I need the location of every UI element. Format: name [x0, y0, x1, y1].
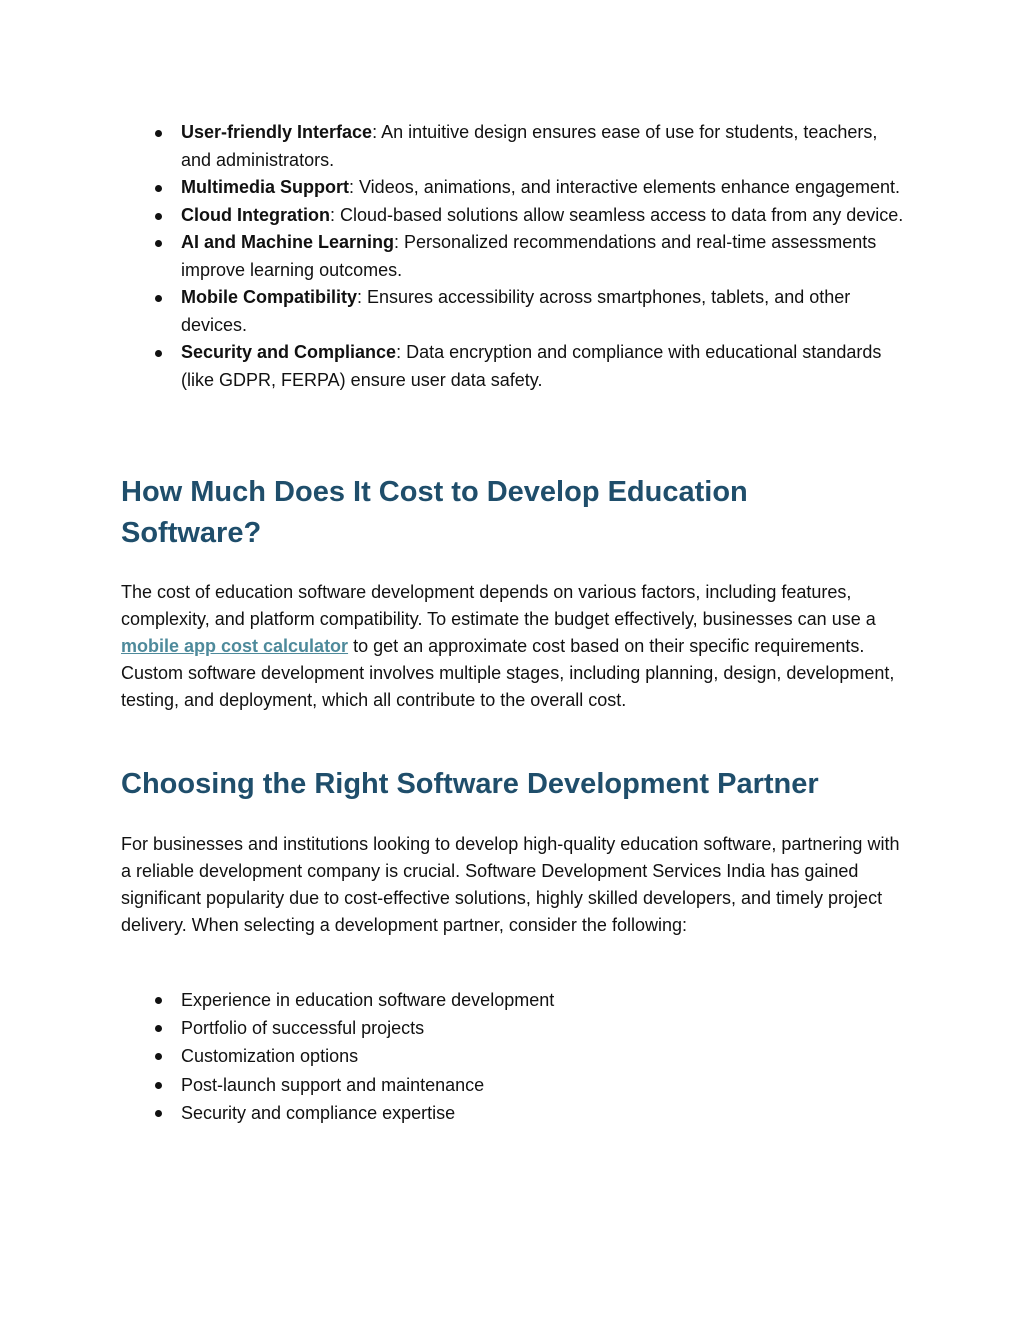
feature-term: Cloud Integration: [181, 204, 330, 225]
bullet-icon: [155, 295, 162, 302]
feature-term: Multimedia Support: [181, 177, 349, 197]
feature-term: Mobile Compatibility: [181, 287, 358, 307]
criteria-text: Security and compliance expertise: [181, 1102, 456, 1123]
bullet-icon: [155, 240, 162, 247]
feature-description: : Personalized recommendations and real-time assessments improve learning outcomes.: [181, 232, 877, 280]
partner-section-heading: Choosing the Right Software Development Partner: [121, 768, 819, 800]
list-item: [121, 339, 911, 394]
list-item: [121, 1099, 911, 1127]
feature-description: : An intuitive design ensures ease of use for students, teachers, and administrators.: [181, 122, 878, 170]
cost-paragraph-text-end: to get an approximate cost based on their specific requirements. Custom software development involves multiple stages, including planning, design, development, testing, and deployment, which all contribute to the overall cost.: [121, 636, 895, 710]
bullet-icon: [155, 1053, 162, 1060]
list-item: [121, 1042, 911, 1070]
list-item: [121, 1014, 911, 1042]
criteria-text: Post-launch support and maintenance: [181, 1074, 485, 1095]
feature-description: : Data encryption and compliance with educational standards (like GDPR, FERPA) ensure user data safety.: [181, 342, 882, 390]
cost-section-heading: How Much Does It Cost to Develop Education Software?: [121, 476, 748, 549]
partner-criteria-list: [121, 986, 911, 1127]
feature-description: : Cloud-based solutions allow seamless access to data from any device.: [329, 204, 904, 225]
criteria-text: Customization options: [181, 1046, 359, 1067]
list-item: [121, 119, 911, 174]
bullet-icon: [155, 185, 162, 192]
cost-calculator-link[interactable]: mobile app cost calculator: [121, 636, 349, 656]
bullet-icon: [155, 1025, 162, 1032]
list-item: [121, 229, 911, 284]
features-list: [121, 119, 911, 394]
feature-description: : Videos, animations, and interactive elements enhance engagement.: [349, 177, 901, 197]
partner-paragraph: For businesses and institutions looking to develop high-quality education software, partnering with a reliable development company is crucial. Software Development Services India has gained significant popularity due to cost-effective solutions, highly skilled developers, and timely project delivery. When selecting a development partner, consider the following:: [121, 834, 900, 935]
feature-description: : Ensures accessibility across smartphones, tablets, and other devices.: [181, 287, 851, 335]
bullet-icon: [155, 1110, 162, 1117]
feature-term: AI and Machine Learning: [181, 232, 395, 252]
list-item: [121, 1071, 911, 1099]
bullet-icon: [155, 350, 162, 357]
cost-paragraph-text-start: The cost of education software development depends on various factors, including features, complexity, and platform compatibility. To estimate the budget effectively, businesses can use a: [121, 582, 876, 629]
bullet-icon: [155, 1082, 162, 1089]
cost-paragraph: [121, 579, 911, 714]
feature-term: Security and Compliance: [181, 342, 397, 362]
list-item: [121, 284, 911, 339]
bullet-icon: [155, 213, 162, 220]
list-item: [121, 202, 911, 230]
list-item: [121, 986, 911, 1014]
bullet-icon: [155, 997, 162, 1004]
criteria-text: Portfolio of successful projects: [181, 1018, 425, 1039]
criteria-text: Experience in education software development: [181, 990, 555, 1010]
bullet-icon: [155, 130, 162, 137]
feature-term: User-friendly Interface: [181, 122, 373, 142]
list-item: [121, 174, 911, 202]
